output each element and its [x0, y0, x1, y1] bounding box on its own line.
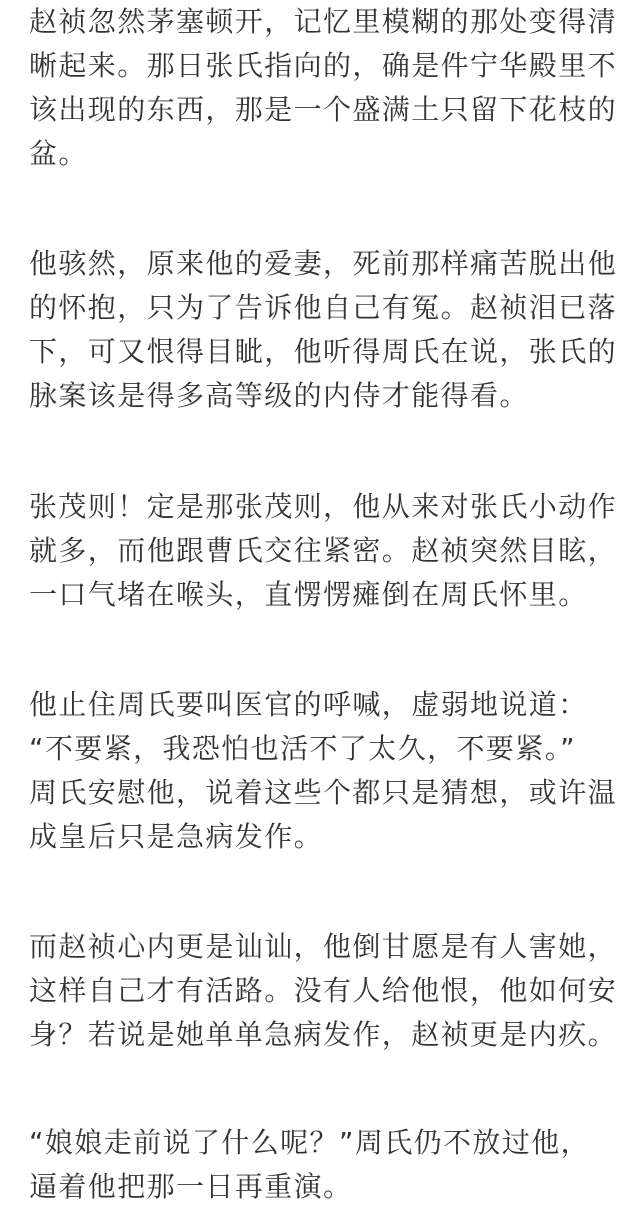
paragraph-1: 赵祯忽然茅塞顿开，记忆里模糊的那处变得清 晰起来。那日张氏指向的，确是件宁华殿里不 该出现的东西，那是一个盛满土只留下花枝的 盆。	[29, 5, 618, 170]
paragraph-4: 他止住周氏要叫医官的呼喊，虚弱地说道： “不要紧，我恐怕也活不了太久，不要紧。” 周氏安慰他，说着这些个都只是猜想，或许温 成皇后只是急病发作。	[29, 688, 618, 853]
paragraph-2: 他骇然，原来他的爱妻，死前那样痛苦脱出他 的怀抱，只为了告诉他自己有冤。赵祯泪已落 下，可又恨得目眦，他听得周氏在说，张氏的 脉案该是得多高等级的内侍才能得看。	[29, 247, 618, 412]
paragraph-3: 张茂则！定是那张茂则，他从来对张氏小动作 就多，而他跟曹氏交往紧密。赵祯突然目眩， 一口气堵在喉头，直愣愣瘫倒在周氏怀里。	[29, 490, 618, 611]
paragraph-5: 而赵祯心内更是讪讪，他倒甘愿是有人害她， 这样自己才有活路。没有人给他恨，他如何安 身？若说是她单单急病发作，赵祯更是内疚。	[29, 930, 618, 1051]
paragraph-6: “娘娘走前说了什么呢？”周氏仍不放过他， 逼着他把那一日再重演。	[29, 1126, 591, 1203]
